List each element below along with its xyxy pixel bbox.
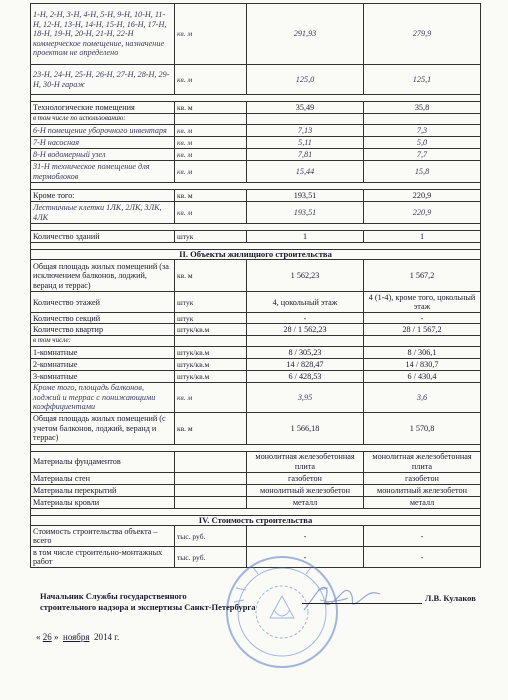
project-value-cell: 291,93 [247,4,364,65]
unit-cell [175,472,247,484]
project-value-cell: 1 562,23 [247,260,364,292]
project-value-cell: - [247,547,364,568]
table-row [31,161,481,183]
actual-value-cell: 7,3 [364,125,481,137]
section-title: IV. Стоимость строительства [31,515,481,525]
project-value-cell: газобетон [247,472,364,484]
table-row [31,313,481,324]
unit-cell: кв. м [175,412,247,444]
project-value-cell: 193,51 [247,202,364,224]
table-row [31,292,481,313]
indicator-cell: 2-комнатные [31,358,175,370]
table-row [31,190,481,202]
indicator-cell: Общая площадь жилых помещений (с учетом балконов, лоджий, веранд и террас) [31,412,175,444]
table-row [31,102,481,114]
actual-value-cell [364,336,481,346]
project-value-cell: - [247,313,364,324]
spacer-row [31,224,481,231]
table-row [31,358,481,370]
project-value-cell: 14 / 828,47 [247,358,364,370]
indicator-cell: 1-Н, 2-Н, 3-Н, 4-Н, 5-Н, 9-Н, 10-Н, 11-Н, 12-Н, 13-Н, 14-Н, 15-Н, 16-Н, 17-Н, 18-Н, 19-Н, 20-Н, 21-Н, 22-Н коммерческое помещение, назначение проектом не определено [31,4,175,65]
indicator-cell: Лестничные клетки 1ЛК, 2ЛК, 3ЛК, 4ЛК [31,202,175,224]
actual-value-cell: 28 / 1 567,2 [364,324,481,336]
actual-value-cell: 279,9 [364,4,481,65]
actual-value-cell: 4 (1-4), кроме того, цокольный этаж [364,292,481,313]
project-value-cell [247,114,364,125]
indicator-cell: Стоимость строительства объекта – всего [31,526,175,547]
project-value-cell: - [247,526,364,547]
indicator-cell: Материалы фундаментов [31,451,175,472]
unit-cell: кв. м [175,260,247,292]
indicator-cell: 31-Н техническое помещение для термоблоков [31,161,175,183]
project-value-cell: 3,95 [247,382,364,412]
table-row [31,137,481,149]
actual-value-cell: 35,8 [364,102,481,114]
date-month: ноября [63,632,90,642]
indicator-cell: в том числе строительно-монтажных работ [31,547,175,568]
table-row [31,484,481,496]
actual-value-cell: - [364,313,481,324]
unit-cell: тыс. руб. [175,547,247,568]
actual-value-cell: 6 / 430,4 [364,370,481,382]
spacer-row [31,183,481,190]
unit-cell: кв. м [175,65,247,95]
unit-cell [175,484,247,496]
indicator-cell: Кроме того: [31,190,175,202]
indicator-cell: Кроме того, площадь балконов, лоджий и террас с понижающими коэффициентами [31,382,175,412]
signatory-name: Л.В. Кулаков [425,593,476,603]
project-value-cell: 5,11 [247,137,364,149]
spacer-cell [31,444,481,451]
spacer-cell [31,95,481,102]
unit-cell [175,336,247,346]
unit-cell [175,451,247,472]
project-value-cell: 7,13 [247,125,364,137]
actual-value-cell: 1 567,2 [364,260,481,292]
unit-cell: кв. м [175,202,247,224]
actual-value-cell: 8 / 306,1 [364,346,481,358]
indicator-cell: Материалы кровли [31,496,175,508]
table-row [31,496,481,508]
project-value-cell: 1 [247,231,364,243]
project-value-cell: 15,44 [247,161,364,183]
actual-value-cell: 220,9 [364,190,481,202]
unit-cell: кв. м [175,382,247,412]
table-row [31,412,481,444]
unit-cell: кв. м [175,190,247,202]
actual-value-cell: 1 570,8 [364,412,481,444]
indicator-cell: Количество этажей [31,292,175,313]
date-year: 2014 г. [94,632,120,642]
actual-value-cell: 14 / 830,7 [364,358,481,370]
spacer-row [31,444,481,451]
indicator-cell: Общая площадь жилых помещений (за исключением балконов, лоджий, веранд и террас) [31,260,175,292]
date-day: 26 [42,632,52,642]
unit-cell: кв. м [175,125,247,137]
table-row [31,526,481,547]
project-value-cell: 4, цокольный этаж [247,292,364,313]
actual-value-cell: - [364,547,481,568]
indicator-cell: Количество квартир [31,324,175,336]
indicator-cell: Материалы перекрытий [31,484,175,496]
project-value-cell: 193,51 [247,190,364,202]
actual-value-cell: газобетон [364,472,481,484]
unit-cell: штук/кв.м [175,358,247,370]
unit-cell: кв. м [175,137,247,149]
actual-value-cell: 3,6 [364,382,481,412]
table-row [31,382,481,412]
actual-value-cell: 125,1 [364,65,481,95]
table-row [31,451,481,472]
unit-cell: штук [175,231,247,243]
actual-value-cell: металл [364,496,481,508]
indicator-cell: Количество секций [31,313,175,324]
unit-cell: кв. м [175,102,247,114]
unit-cell: штук/кв.м [175,324,247,336]
project-value-cell: монолитный железобетон [247,484,364,496]
unit-cell [175,114,247,125]
indicator-cell: 23-Н, 24-Н, 25-Н, 26-Н, 27-Н, 28-Н, 29-Н, 30-Н гараж [31,65,175,95]
actual-value-cell: 220,9 [364,202,481,224]
unit-cell: штук [175,313,247,324]
indicator-cell: Технологические помещения [31,102,175,114]
signatory-position-line-2: строительного надзора и экспертизы Санкт-Петербурга [40,602,256,612]
indicator-cell: в том числе: [31,336,175,346]
unit-cell: кв. м [175,149,247,161]
table-row [31,65,481,95]
actual-value-cell: 1 [364,231,481,243]
table-row [31,336,481,346]
table-row [31,231,481,243]
actual-value-cell: монолитный железобетон [364,484,481,496]
signature-line [302,603,422,604]
table-row [31,114,481,125]
table-row [31,260,481,292]
actual-value-cell: - [364,526,481,547]
table-row [31,472,481,484]
actual-value-cell [364,114,481,125]
indicator-cell: 8-Н водомерный узел [31,149,175,161]
section-header-row [31,515,481,525]
spacer-cell [31,224,481,231]
spacer-cell [31,183,481,190]
actual-value-cell: монолитная железобетонная плита [364,451,481,472]
actual-value-cell: 7,7 [364,149,481,161]
spacer-row [31,95,481,102]
table-row [31,324,481,336]
signatory-position-line-1: Начальник Службы государственного [40,591,187,601]
project-value-cell: монолитная железобетонная плита [247,451,364,472]
signature-block [40,591,480,613]
table-row [31,149,481,161]
indicator-cell: 6-Н помещение уборочного инвентаря [31,125,175,137]
project-value-cell [247,336,364,346]
section-title: II. Объекты жилищного строительства [31,250,481,260]
unit-cell: штук/кв.м [175,346,247,358]
indicator-cell: 7-Н насосная [31,137,175,149]
project-value-cell: 125,0 [247,65,364,95]
indicator-cell: 3-комнатные [31,370,175,382]
characteristics-table [30,3,481,568]
project-value-cell: 6 / 428,53 [247,370,364,382]
project-value-cell: 35,49 [247,102,364,114]
unit-cell [175,496,247,508]
table-row [31,346,481,358]
section-header-row [31,250,481,260]
unit-cell: кв. м [175,4,247,65]
actual-value-cell: 5,0 [364,137,481,149]
unit-cell: штук/кв.м [175,370,247,382]
project-value-cell: 8 / 305,23 [247,346,364,358]
document-date: « 26 » ноября 2014 г. [36,632,120,642]
table-row [31,4,481,65]
unit-cell: штук [175,292,247,313]
table-row [31,202,481,224]
unit-cell: кв. м [175,161,247,183]
actual-value-cell: 15,8 [364,161,481,183]
table-row [31,125,481,137]
indicator-cell: Количество зданий [31,231,175,243]
project-value-cell: 7,81 [247,149,364,161]
project-value-cell: 28 / 1 562,23 [247,324,364,336]
indicator-cell: Материалы стен [31,472,175,484]
indicator-cell: в том числе по использованию: [31,114,175,125]
unit-cell: тыс. руб. [175,526,247,547]
table-row [31,370,481,382]
project-value-cell: 1 566,18 [247,412,364,444]
indicator-cell: 1-комнатные [31,346,175,358]
project-value-cell: металл [247,496,364,508]
